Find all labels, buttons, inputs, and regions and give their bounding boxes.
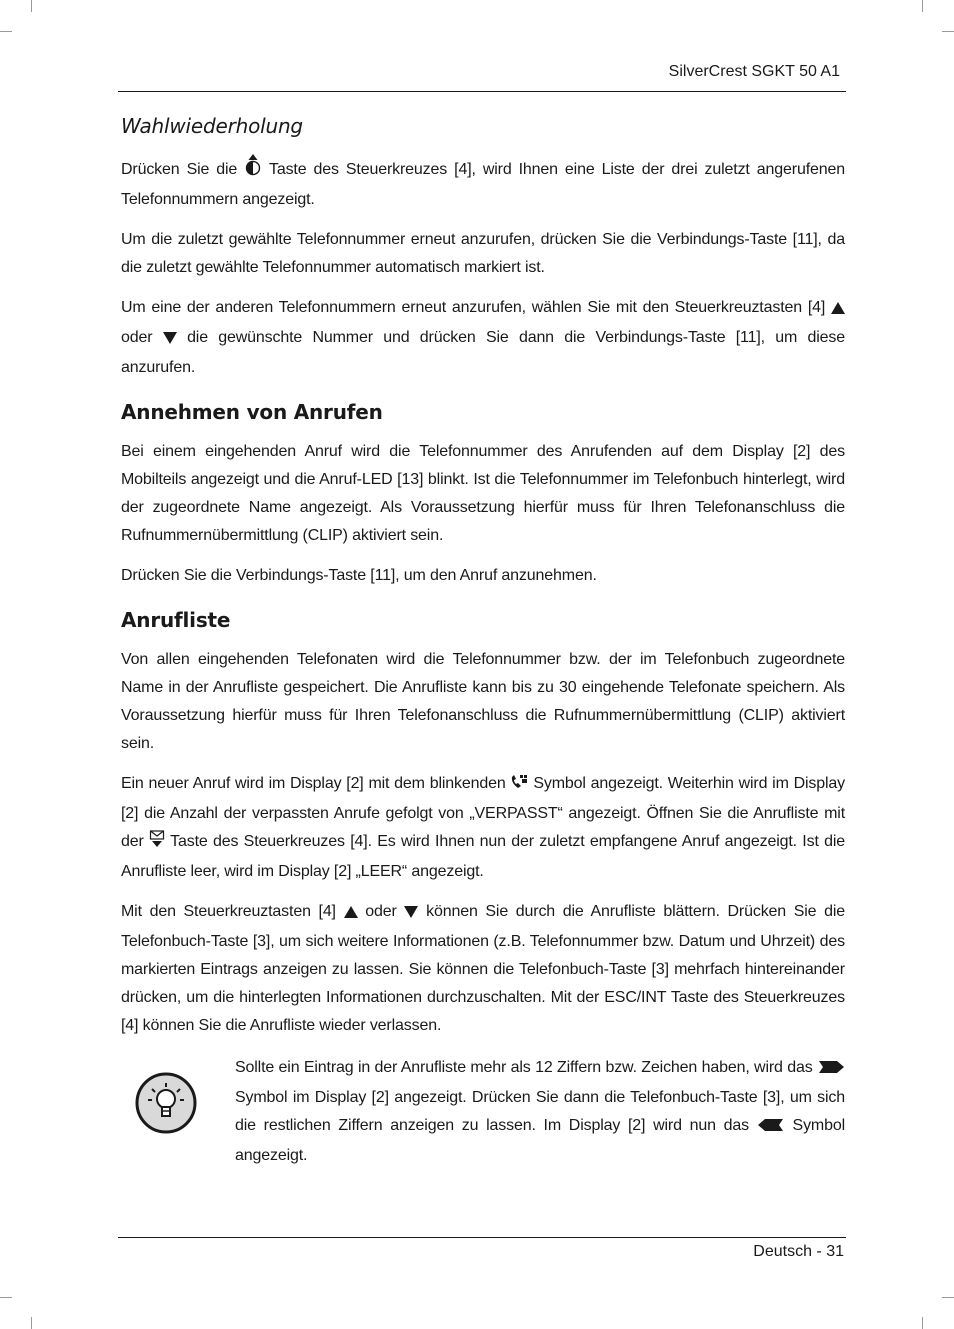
page-content	[121, 110, 845, 1164]
paragraph	[121, 770, 845, 886]
header-rule	[118, 91, 846, 92]
paragraph	[121, 154, 845, 214]
text: Symbol im Display [2] angezeigt. Drücken Sie dann die Telefonbuch-Taste [3], um sich die restlichen Ziffern anzeigen zu lassen. Im Display [2] wird nun das	[235, 1089, 845, 1134]
paragraph	[121, 898, 845, 1040]
crop-mark	[31, 0, 32, 12]
text: Drücken Sie die	[121, 161, 238, 178]
redial-key-icon	[244, 154, 262, 186]
text: Ein neuer Anruf wird im Display [2] mit dem blinkenden	[121, 775, 506, 792]
paragraph: Von allen eingehenden Telefonaten wird die Telefonnummer bzw. der im Telefonbuch zugeordnete Name in der Anrufliste gespeichert. Die Anrufliste kann bis zu 30 eingehende Telefonate speichern. Als Voraussetzung hierfür muss für Ihren Telefonanschluss die Rufnummernübermittlung (CLIP) aktiviert sein.	[121, 651, 845, 752]
text: Symbol angezeigt.	[235, 1117, 845, 1164]
crop-mark	[942, 1297, 954, 1298]
text: Um eine der anderen Telefonnummern erneut anzurufen, wählen Sie mit den Steuerkreuztasten [4]	[121, 299, 826, 316]
envelope-down-key-icon	[149, 830, 165, 858]
crop-mark	[0, 1297, 12, 1298]
text: Symbol angezeigt. Weiterhin wird im Display [2] die Anzahl der verpassten Anrufe gefolgt von „VERPASST“ angezeigt. Öffnen Sie die Anrufliste mit der	[121, 775, 846, 850]
arrow-down-icon	[163, 326, 177, 354]
text: können Sie durch die Anrufliste blättern. Drücken Sie die Telefonbuch-Taste [3], um sich weitere Informationen (z.B. Telefonnummer bzw. Datum und Uhrzeit) des markierten Eintrags anzeigen zu lassen. Sie können die Telefonbuch-Taste [3] mehrfach hintereinander drücken, um die hinterlegten Informationen durchzuschalten. Mit der ESC/INT Taste des Steuerkreuzes [4] können Sie die Anrufliste wieder verlassen.	[121, 903, 846, 1034]
crop-mark	[922, 0, 923, 12]
section-title-redial: Wahlwiederholung	[121, 114, 303, 138]
section-title-calllist: Anrufliste	[121, 608, 231, 632]
arrow-up-icon	[831, 296, 845, 324]
text: oder	[121, 329, 153, 346]
tip-note	[121, 1054, 845, 1164]
paragraph	[121, 294, 845, 382]
text: oder	[365, 903, 397, 920]
arrow-down-icon	[404, 900, 418, 928]
text: Taste des Steuerkreuzes [4]. Es wird Ihnen nun der zuletzt empfangene Anruf angezeigt. Ist die Anrufliste leer, wird im Display [2] „LEER“ angezeigt.	[121, 833, 845, 880]
crop-mark	[942, 31, 954, 32]
text: die gewünschte Nummer und drücken Sie dann die Verbindungs-Taste [11], um diese anzurufen.	[121, 329, 845, 376]
crop-mark	[922, 1317, 923, 1329]
lightbulb-icon	[135, 1072, 197, 1139]
text: Mit den Steuerkreuztasten [4]	[121, 903, 336, 920]
arrow-up-icon	[344, 900, 358, 928]
text: Taste des Steuerkreuzes [4], wird Ihnen eine Liste der drei zuletzt angerufenen Telefonnummern angezeigt.	[121, 161, 845, 208]
header-product: SilverCrest SGKT 50 A1	[668, 63, 840, 80]
tip-text	[235, 1054, 845, 1170]
paragraph: Drücken Sie die Verbindungs-Taste [11], um den Anruf anzunehmen.	[121, 567, 597, 584]
arrow-right-tab-icon	[817, 1056, 845, 1084]
missed-call-icon	[510, 772, 528, 800]
paragraph: Bei einem eingehenden Anruf wird die Telefonnummer des Anrufenden auf dem Display [2] des Mobilteils angezeigt und die Anruf-LED [13] blinkt. Ist die Telefonnummer im Telefonbuch hinterlegt, wird der zugeordnete Name angezeigt. Als Voraussetzung hierfür muss für Ihren Telefonanschluss die Rufnummernübermittlung (CLIP) aktiviert sein.	[121, 443, 845, 544]
footer-rule	[118, 1237, 846, 1238]
text: Sollte ein Eintrag in der Anrufliste mehr als 12 Ziffern bzw. Zeichen haben, wird das	[235, 1059, 813, 1076]
crop-mark	[0, 31, 12, 32]
crop-mark	[31, 1317, 32, 1329]
footer-page-label: Deutsch - 31	[753, 1243, 844, 1260]
paragraph: Um die zuletzt gewählte Telefonnummer erneut anzurufen, drücken Sie die Verbindungs-Taste [11], da die zuletzt gewählte Telefonnummer automatisch markiert ist.	[121, 231, 845, 276]
arrow-left-tab-icon	[757, 1114, 785, 1142]
section-title-accept: Annehmen von Anrufen	[121, 400, 383, 424]
